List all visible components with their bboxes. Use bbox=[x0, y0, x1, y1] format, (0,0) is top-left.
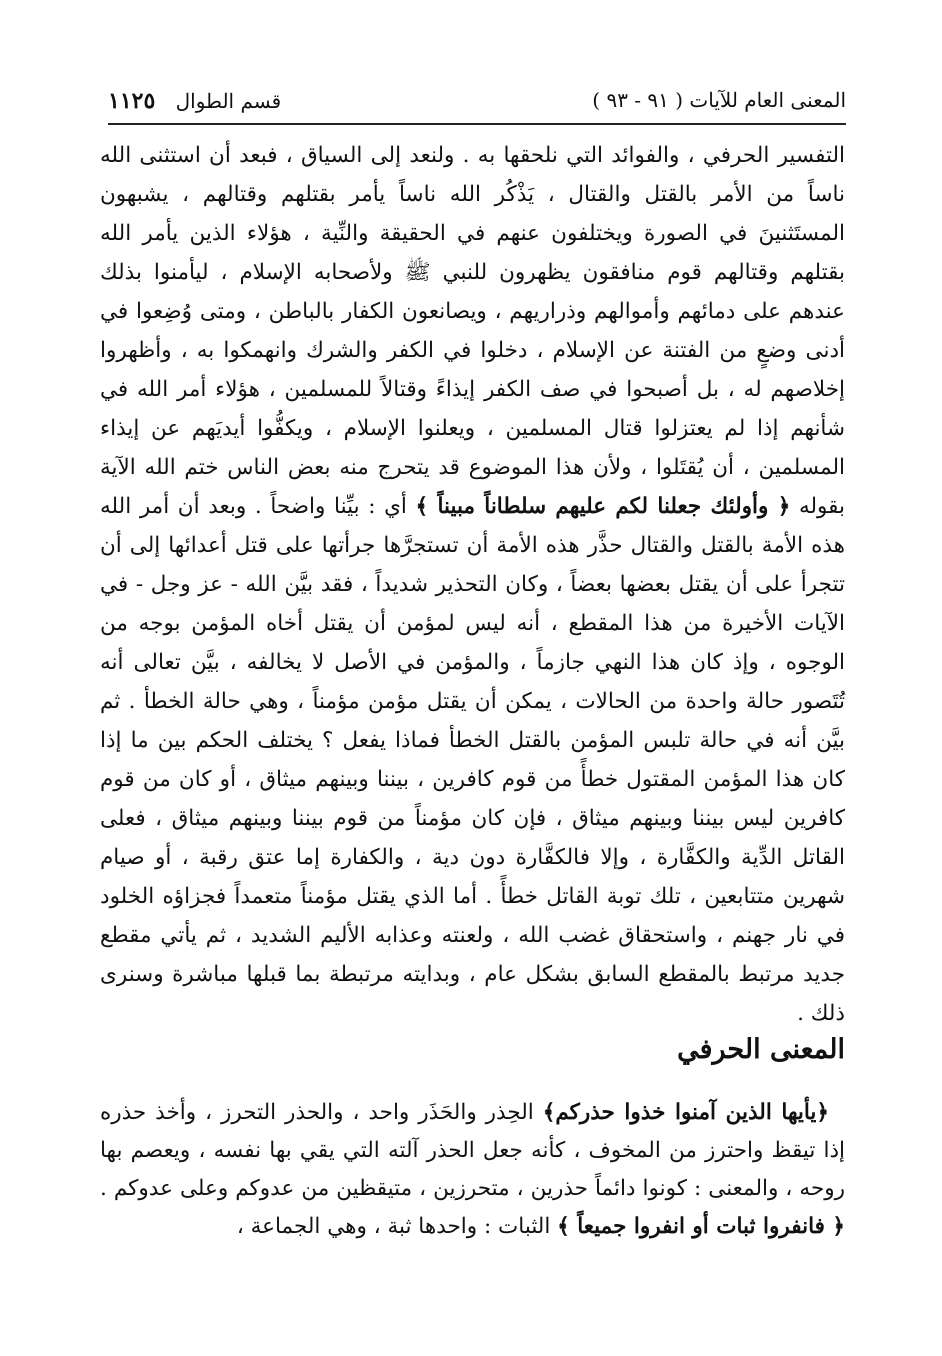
quran-verse: ﴿ وأولئك جعلنا لكم عليهم سلطاناً مبيناً ﴾ bbox=[415, 494, 791, 519]
paragraph-general-meaning bbox=[100, 136, 845, 1033]
running-title: المعنى العام للآيات ( ٩١ - ٩٣ ) bbox=[592, 88, 846, 112]
page-number: ١١٢٥ bbox=[108, 88, 156, 114]
paragraph-literal-meaning bbox=[100, 1094, 845, 1246]
header-divider bbox=[108, 123, 846, 125]
text-segment: الثبات : واحدها ثبة ، وهي الجماعة ، bbox=[236, 1214, 551, 1239]
page-header bbox=[108, 82, 846, 122]
text-segment: التفسير الحرفي ، والفوائد التي نلحقها به . ولنعد إلى السياق ، فبعد أن استثنى الله ناساً من الأمر بالقتل والقتال ، يَذْكُر الله ناساً يأمر بقتلهم وقتالهم ، يشبهون المستَثنينَ في الصورة ويختلفون عنهم في الحقيقة والنِّية ، هؤلاء الذين يأمر الله بقتلهم وقتالهم قوم منافقون يظهرون للنبي ﷺ ولأصحابه الإسلام ، ليأمنوا بذلك عندهم على دمائهم وأموالهم وذراريهم ، ويصانعون الكفار بالباطن ، ومتى وُضِعوا في أدنى وضعٍ من الفتنة عن الإسلام ، دخلوا في الكفر والشرك وانهمكوا به ، وأظهروا إخلاصهم له ، بل أصبحوا في صف الكفر إيذاءً وقتالاً للمسلمين ، هؤلاء أمر الله في شأنهم إذا لم يعتزلوا قتال المسلمين ، ويعلنوا الإسلام ، ويكفُّوا أيديَهم عن إيذاء المسلمين ، أن يُقتَلوا ، ولأن هذا الموضوع قد يتحرج منه بعض الناس ختم الله الآية بقوله bbox=[100, 143, 845, 519]
header-section-group bbox=[108, 88, 281, 114]
literal-meaning-paragraph bbox=[100, 1094, 845, 1246]
main-paragraph bbox=[100, 136, 845, 1033]
text-segment: أي : بيِّنا واضحاً . وبعد أن أمر الله هذه الأمة بالقتل والقتال حذَّر هذه الأمة أن تستجرَّها جرأتها على قتل أعدائها إلى أن تتجرأ على أن يقتل بعضها بعضاً ، وكان التحذير شديداً ، فقد بيَّن الله - عز وجل - في الآيات الأخيرة من هذا المقطع ، أنه ليس لمؤمن أن يقتل أخاه المؤمن بوجه من الوجوه ، وإذ كان هذا النهي جازماً ، والمؤمن في الأصل لا يخالفه ، بيَّن تعالى أنه تُتَصور حالة واحدة من الحالات ، يمكن أن يقتل مؤمن مؤمناً ، وهي حالة الخطأ . ثم بيَّن أنه في حالة تلبس المؤمن بالقتل الخطأ فماذا يفعل ؟ يختلف الحكم بين ما إذا كان هذا المؤمن المقتول خطأً من قوم كافرين ، بيننا وبينهم ميثاق ، أو كان من قوم كافرين ليس بيننا وبينهم ميثاق ، فإن كان مؤمناً من قوم بيننا وبينهم ميثاق ، فعلى القاتل الدِّية والكفَّارة ، وإلا فالكفَّارة دون دية ، والكفارة إما عتق رقبة ، أو صيام شهرين متتابعين ، تلك توبة القاتل خطأً . أما الذي يقتل مؤمناً متعمداً فجزاؤه الخلود في نار جهنم ، واستحقاق غضب الله ، ولعنته وعذابه الأليم الشديد ، ثم يأتي مقطع جديد مرتبط بالمقطع السابق بشكل عام ، وبدايته مرتبطة بما قبلها مباشرة وسنرى ذلك . bbox=[100, 494, 845, 1026]
quran-verse: ﴿يأيها الذين آمنوا خذوا حذركم﴾ bbox=[542, 1100, 829, 1125]
section-heading: المعنى الحرفي bbox=[677, 1034, 845, 1065]
text-segment: الحِذر والحَذَر واحد ، والحذر التحرز ، وأخذ حذره إذا تيقظ واحترز من المخوف ، كأنه جعل الحذر آلته التي يقي بها نفسه ، ويعصم بها روحه ، والمعنى : كونوا دائماً حذرين ، متحرزين ، متيقظين من عدوكم وعلى عدوكم . bbox=[100, 1100, 845, 1201]
quran-verse: ﴿ فانفروا ثبات أو انفروا جميعاً ﴾ bbox=[557, 1214, 845, 1239]
section-name: قسم الطوال bbox=[175, 89, 282, 113]
